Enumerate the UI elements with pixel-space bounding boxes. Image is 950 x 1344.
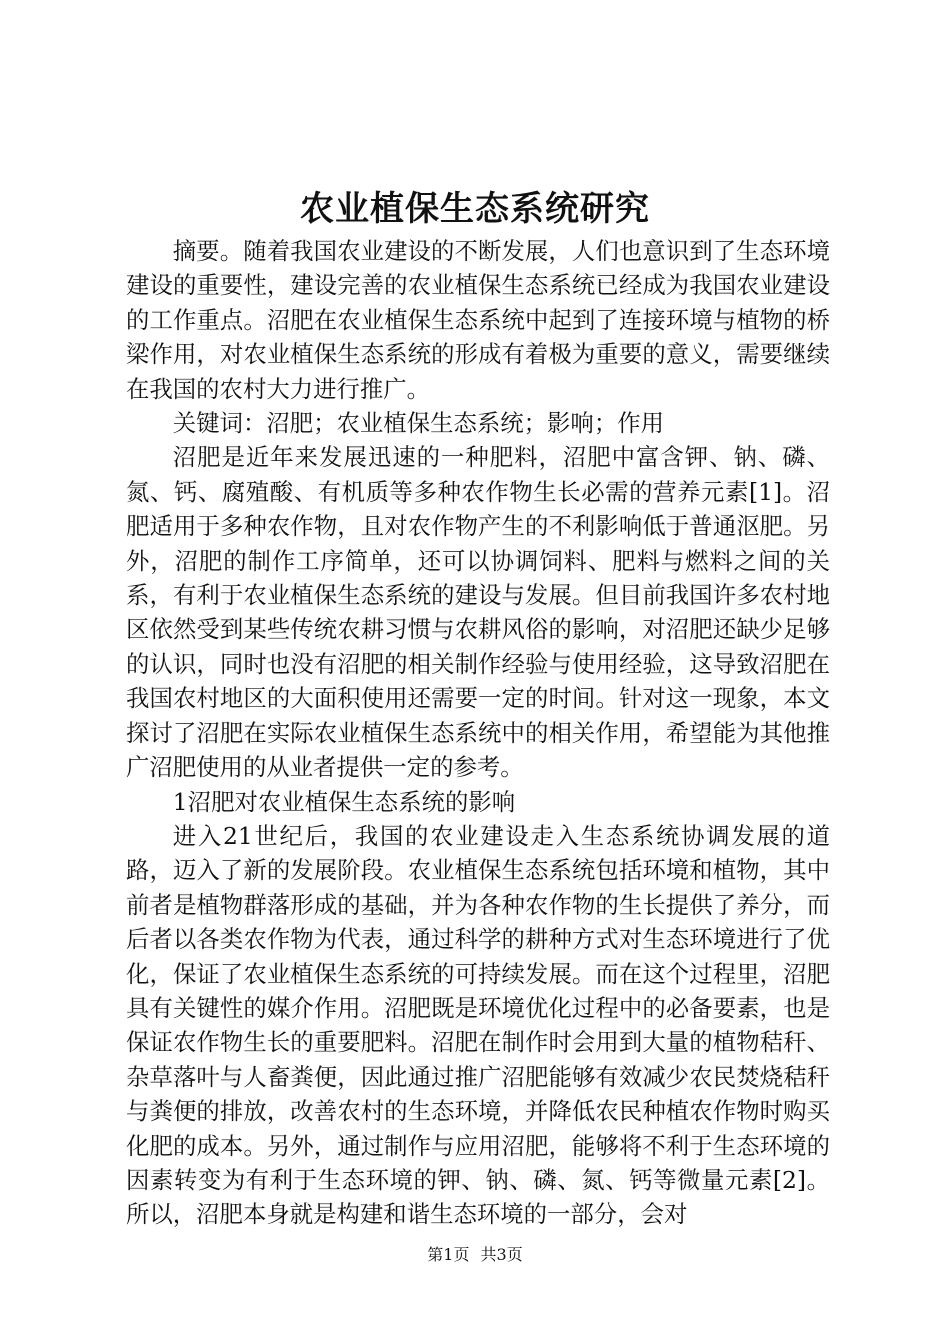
keywords-paragraph: 关键词：沼肥；农业植保生态系统；影响；作用 — [172, 409, 664, 438]
intro-paragraph: 沼肥是近年来发展迅速的一种肥料，沼肥中富含钾、钠、磷、氮、钙、腐殖酸、有机质等多种农作物生长必需的营养元素[1]。沼肥适用于多种农作物，且对农作物产生的不利影响低于普通沤肥。另外，沼肥的制作工序简单，还可以协调饲料、肥料与燃料之间的关系，有利于农业植保生态系统的建设与发展。但目前我国许多农村地区依然受到某些传统农耕习惯与农耕风俗的影响，对沼肥还缺少足够的认识，同时也没有沼肥的相关制作经验与使用经验，这导致沼肥在我国农村地区的大面积使用还需要一定的时间。针对这一现象，本文探讨了沼肥在实际农业植保生态系统中的相关作用，希望能为其他推广沼肥使用的从业者提供一定的参考。 — [126, 443, 830, 782]
document-title: 农业植保生态系统研究 — [300, 189, 650, 229]
page-total: 共3页 — [480, 1245, 523, 1264]
abstract-paragraph: 摘要。随着我国农业建设的不断发展，人们也意识到了生态环境建设的重要性，建设完善的农业植保生态系统已经成为我国农业建设的工作重点。沼肥在农业植保生态系统中起到了连接环境与植物的桥梁作用，对农业植保生态系统的形成有着极为重要的意义，需要继续在我国的农村大力进行推广。 — [126, 237, 830, 403]
page-footer — [0, 1244, 950, 1266]
page-number: 第1页 — [427, 1245, 470, 1264]
section-heading: 1沼肥对农业植保生态系统的影响 — [172, 787, 516, 816]
document-body — [126, 234, 830, 1232]
section-paragraph: 进入21世纪后，我国的农业建设走入生态系统协调发展的道路，迈入了新的发展阶段。农业植保生态系统包括环境和植物，其中前者是植物群落形成的基础，并为各种农作物的生长提供了养分，而后者以各类农作物为代表，通过科学的耕种方式对生态环境进行了优化，保证了农业植保生态系统的可持续发展。而在这个过程里，沼肥具有关键性的媒介作用。沼肥既是环境优化过程中的必备要素，也是保证农作物生长的重要肥料。沼肥在制作时会用到大量的植物秸秆、杂草落叶与人畜粪便，因此通过推广沼肥能够有效减少农民焚烧秸秆与粪便的排放，改善农村的生态环境，并降低农民种植农作物时购买化肥的成本。另外，通过制作与应用沼肥，能够将不利于生态环境的因素转变为有利于生态环境的钾、钠、磷、氮、钙等微量元素[2]。所以，沼肥本身就是构建和谐生态环境的一部分，会对 — [126, 821, 830, 1229]
